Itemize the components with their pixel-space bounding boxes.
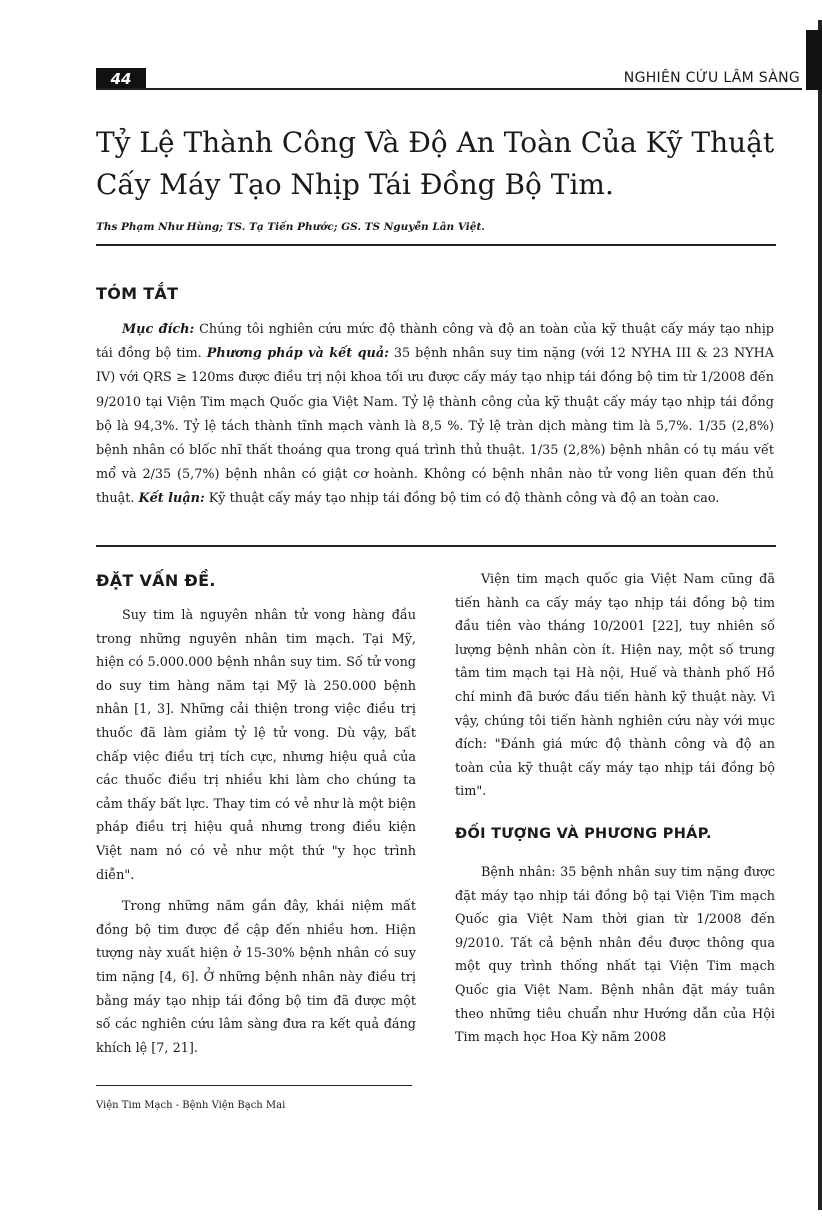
- running-header: NGHIÊN CỨU LÂM SÀNG: [623, 70, 800, 86]
- abstract-body: [96, 318, 774, 512]
- conclusion-text: Kỹ thuật cấy máy tạo nhịp tái đồng bộ tim có độ thành công và độ an toàn cao.: [204, 491, 720, 507]
- right-column: [455, 568, 775, 812]
- paragraph: Viện tim mạch quốc gia Việt Nam cũng đã tiến hành ca cấy máy tạo nhịp tái đồng bộ tim đầu tiên vào tháng 10/2001 [22], tuy nhiên số lượng bệnh nhân còn ít. Hiện nay, một số trung tâm tim mạch tại Hà nội, Huế và thành phố Hồ chí minh đã bước đầu tiến hành kỹ thuật này. Vì vậy, chúng tôi tiến hành nghiên cứu này với mục đích: "Đánh giá mức độ thành công và độ an toàn của kỹ thuật cấy máy tạo nhịp tái đồng bộ tim".: [455, 572, 775, 800]
- paragraph: Bệnh nhân: 35 bệnh nhân suy tim nặng được đặt máy tạo nhịp tái đồng bộ tại Viện Tim mạch Quốc gia Việt Nam thời gian từ 1/2008 đến 9/2010. Tất cả bệnh nhân đều được thông qua một quy trình thống nhất tại Viện Tim mạch Quốc gia Việt Nam. Bệnh nhân đặt máy tuân theo những tiêu chuẩn như Hướng dẫn của Hội Tim mạch học Hoa Kỳ năm 2008: [455, 865, 775, 1046]
- footnote-rule: [96, 1085, 412, 1086]
- page-number: 44: [96, 68, 146, 90]
- paragraph: Suy tim là nguyên nhân tử vong hàng đầu trong những nguyên nhân tim mạch. Tại Mỹ, hiện có 5.000.000 bệnh nhân suy tim. Số tử vong do suy tim hàng năm tại Mỹ là 250.000 bệnh nhân [1, 3]. Những cải thiện trong việc điều trị thuốc đã làm giảm tỷ lệ tử vong. Dù vậy, bất chấp việc điều trị tích cực, nhưng hiệu quả của các thuốc điều trị nhiều khi làm cho chúng ta cảm thấy bất lực. Thay tim có vẻ như là một biện pháp điều trị hiệu quả nhưng trong điều kiện Việt nam nó có vẻ như một thứ "y học trình diễn".: [96, 608, 416, 883]
- objective-label: Mục đích:: [122, 322, 195, 337]
- page-edge-bar: [818, 20, 822, 1210]
- methods-label: Phương pháp và kết quả:: [206, 346, 389, 362]
- conclusion-label: Kết luận:: [138, 491, 205, 507]
- footnote: Viện Tim Mạch - Bệnh Viện Bạch Mai: [96, 1100, 286, 1111]
- section-heading-intro: ĐẶT VẤN ĐỀ.: [96, 571, 216, 590]
- objective-text: Chúng tôi nghiên cứu mức độ thành công và độ an toàn của kỹ thuật cấy máy tạo nhịp tái đồng bộ tim.: [96, 322, 774, 362]
- right-column-methods: [455, 861, 775, 1058]
- article-title: Tỷ Lệ Thành Công Và Độ An Toàn Của Kỹ Thuật Cấy Máy Tạo Nhịp Tái Đồng Bộ Tim.: [96, 126, 775, 201]
- left-column: [96, 604, 416, 1068]
- page-edge-notch: [806, 30, 822, 90]
- methods-text: 35 bệnh nhân suy tim nặng (với 12 NYHA III & 23 NYHA IV) với QRS ≥ 120ms được điều trị nội khoa tối ưu được cấy máy tạo nhịp tái đồng bộ tim từ 1/2008 đến 9/2010 tại Viện Tim mạch Quốc gia Việt Nam. Tỷ lệ thành công của kỹ thuật cấy máy tạo nhịp tái đồng bộ là 94,3%. Tỷ lệ tách thành tĩnh mạch vành là 8,5 %. Tỷ lệ tràn dịch màng tim là 5,7%. 1/35 (2,8%) bệnh nhân có blốc nhĩ thất thoáng qua trong quá trình thủ thuật. 1/35 (2,8%) bệnh nhân có tụ máu vết mổ và 2/35 (5,7%) bệnh nhân có giật cơ hoành. Không có bệnh nhân nào tử vong liên quan đến thủ thuật.: [96, 346, 774, 507]
- divider: [96, 244, 776, 246]
- header-rule: [96, 88, 802, 90]
- divider: [96, 545, 776, 547]
- abstract-heading: TÓM TẮT: [96, 284, 179, 303]
- section-heading-methods: ĐỐI TƯỢNG VÀ PHƯƠNG PHÁP.: [455, 826, 712, 842]
- paragraph: Trong những năm gần đây, khái niệm mất đồng bộ tim được đề cập đến nhiều hơn. Hiện tượng này xuất hiện ở 15-30% bệnh nhân có suy tim nặng [4, 6]. Ở những bệnh nhân này điều trị bằng máy tạo nhịp tái đồng bộ tim đã được một số các nghiên cứu lâm sàng đưa ra kết quả đáng khích lệ [7, 21].: [96, 899, 416, 1056]
- author-line: Ths Phạm Như Hùng; TS. Tạ Tiến Phước; GS. TS Nguyễn Lân Việt.: [96, 221, 485, 233]
